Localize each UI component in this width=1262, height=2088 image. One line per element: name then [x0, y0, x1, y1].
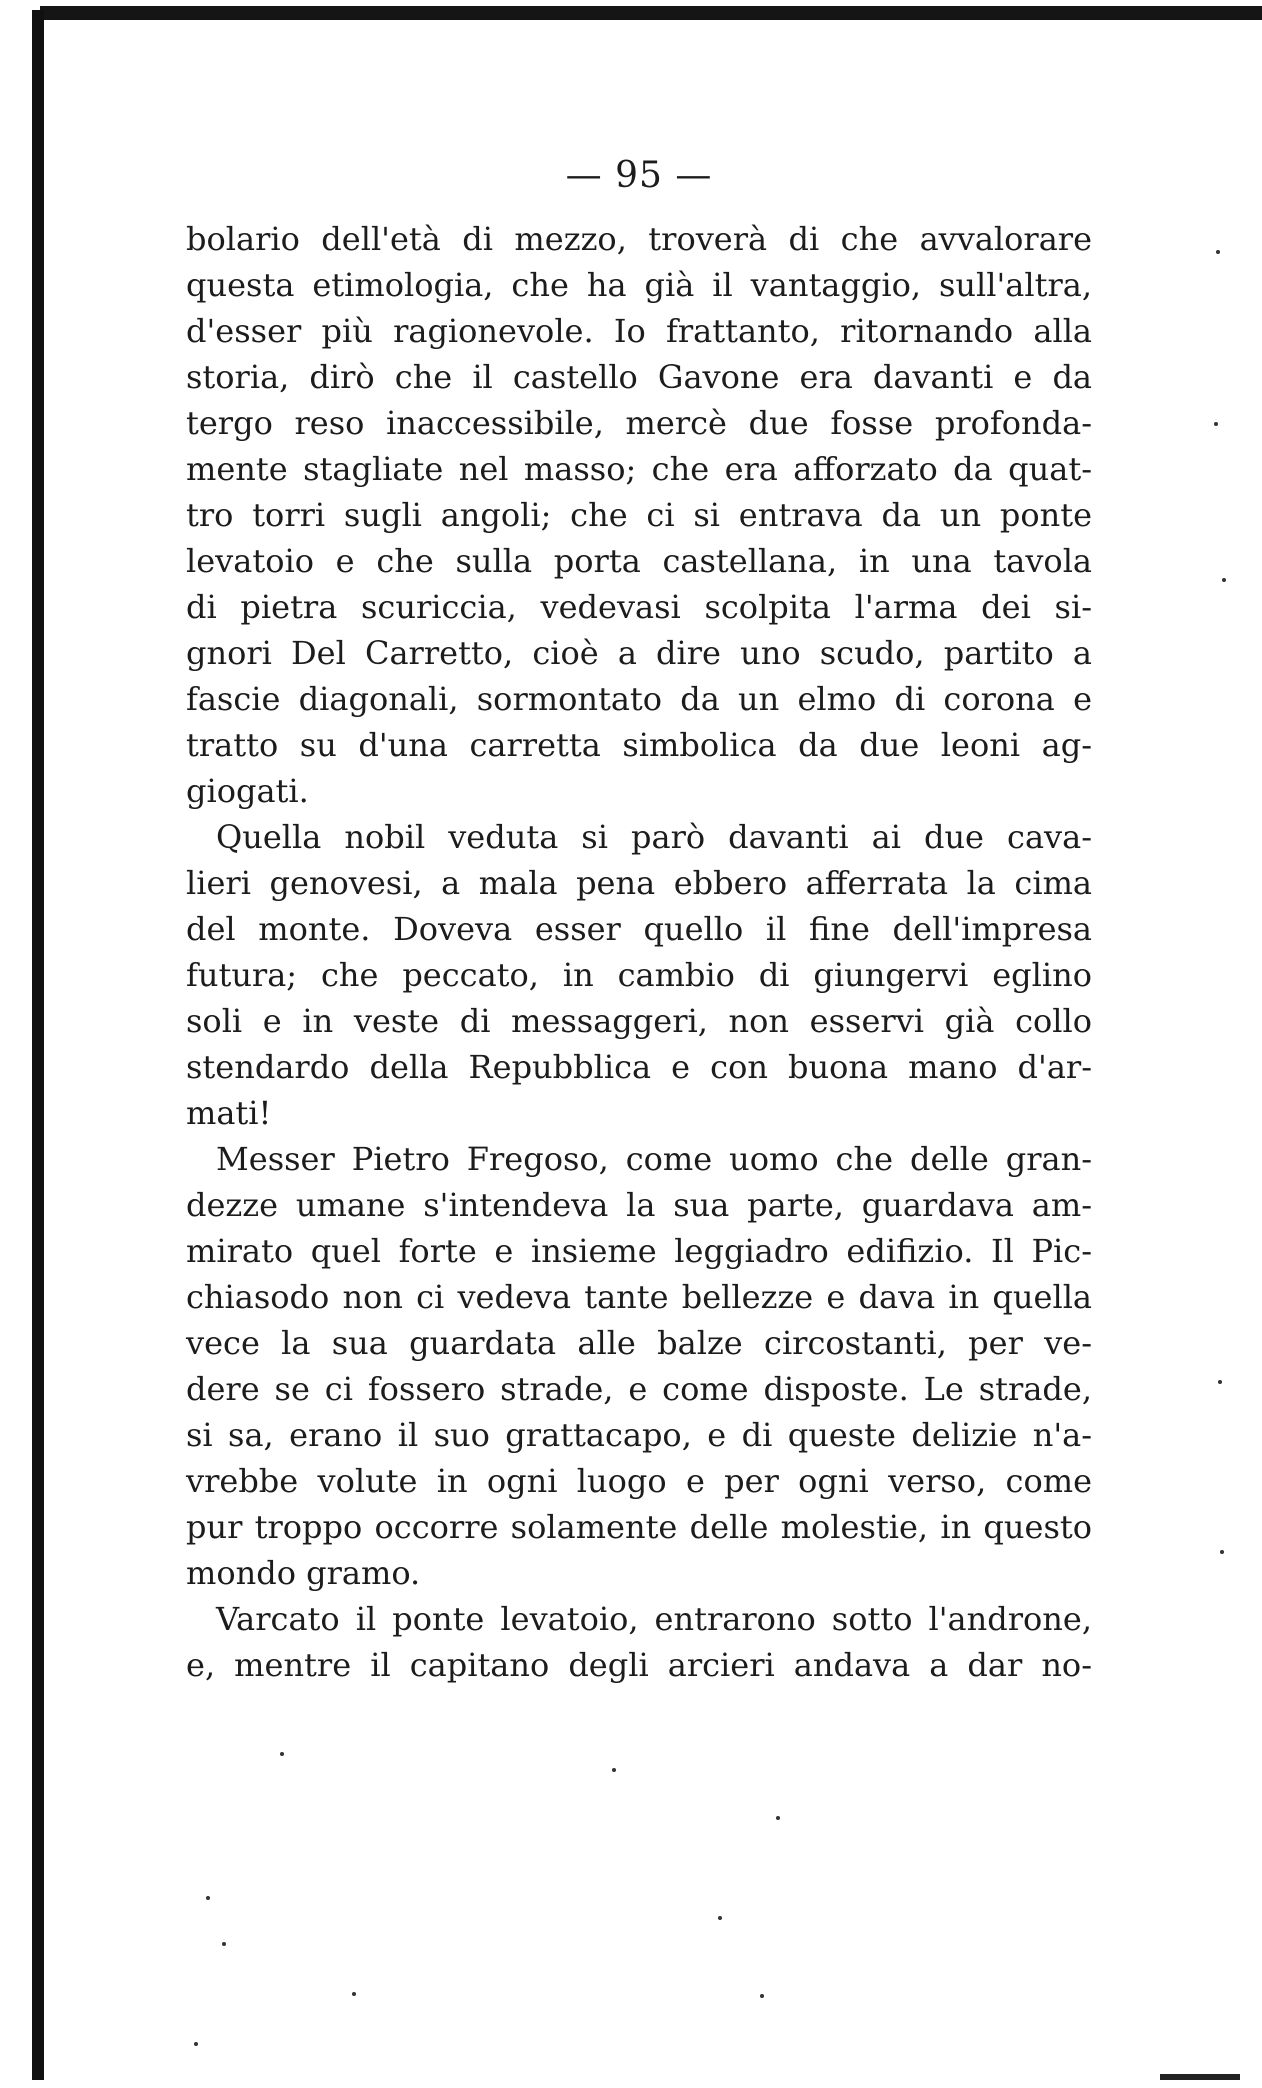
book-page [186, 150, 1092, 1688]
text-line: mente stagliate nel masso; che era afforzato da quat- [186, 450, 1092, 488]
text-line: dere se ci fossero strade, e come disposte. Le strade, [186, 1370, 1092, 1408]
text-line: Quella nobil veduta si parò davanti ai due cava- [216, 818, 1092, 856]
text-line: storia, dirò che il castello Gavone era davanti e da [186, 358, 1092, 396]
scan-speck [1222, 578, 1226, 582]
page-number: — 95 — [565, 155, 713, 196]
text-line: tro torri sugli angoli; che ci si entrava da un ponte [186, 496, 1092, 534]
text-line: tratto su d'una carretta simbolica da due leoni ag- [186, 726, 1092, 764]
text-line: lieri genovesi, a mala pena ebbero afferrata la cima [186, 864, 1092, 902]
scan-speck [760, 1994, 764, 1998]
text-line: si sa, erano il suo grattacapo, e di queste delizie n'a- [186, 1416, 1092, 1454]
text-line: vrebbe volute in ogni luogo e per ogni verso, come [186, 1462, 1092, 1500]
scan-top-border [0, 0, 1262, 26]
text-line: levatoio e che sulla porta castellana, in una tavola [186, 542, 1092, 580]
scan-speck [776, 1816, 780, 1820]
scan-speck [1220, 1550, 1224, 1554]
scan-speck [612, 1768, 616, 1772]
scan-speck [222, 1942, 226, 1946]
text-line: fascie diagonali, sormontato da un elmo di corona e [186, 680, 1092, 718]
text-line: dezze umane s'intendeva la sua parte, guardava am- [186, 1186, 1092, 1224]
text-line: d'esser più ragionevole. Io frattanto, ritornando alla [186, 312, 1092, 350]
text-line: bolario dell'età di mezzo, troverà di che avvalorare [186, 220, 1092, 258]
text-line: mati! [186, 1094, 272, 1132]
text-line: giogati. [186, 772, 309, 810]
text-line: gnori Del Carretto, cioè a dire uno scudo, partito a [186, 634, 1092, 672]
text-line: Messer Pietro Fregoso, come uomo che delle gran- [216, 1140, 1092, 1178]
text-line: mondo gramo. [186, 1554, 421, 1592]
text-line: stendardo della Repubblica e con buona mano d'ar- [186, 1048, 1092, 1086]
text-line: vece la sua guardata alle balze circostanti, per ve- [186, 1324, 1092, 1362]
page-body-text [186, 216, 1092, 1688]
scan-speck [1214, 422, 1218, 426]
text-line: soli e in veste di messaggeri, non esservi già collo [186, 1002, 1092, 1040]
scan-speck [194, 2042, 198, 2046]
text-line: di pietra scuriccia, vedevasi scolpita l'arma dei si- [186, 588, 1092, 626]
text-line: pur troppo occorre solamente delle molestie, in questo [186, 1508, 1092, 1546]
scan-speck [718, 1916, 722, 1920]
text-line: questa etimologia, che ha già il vantaggio, sull'altra, [186, 266, 1092, 304]
text-line: del monte. Doveva esser quello il fine dell'impresa [186, 910, 1092, 948]
scan-speck [352, 1992, 356, 1996]
text-line: futura; che peccato, in cambio di giungervi eglino [186, 956, 1092, 994]
text-line: chiasodo non ci vedeva tante bellezze e dava in quella [186, 1278, 1092, 1316]
scan-speck [280, 1752, 284, 1756]
text-line: tergo reso inaccessibile, mercè due fosse profonda- [186, 404, 1092, 442]
scan-speck [1216, 250, 1220, 254]
scan-speck [206, 1896, 210, 1900]
scan-speck [1218, 1380, 1222, 1384]
text-line: mirato quel forte e insieme leggiadro edifizio. Il Pic- [186, 1232, 1092, 1270]
text-line: e, mentre il capitano degli arcieri andava a dar no- [186, 1646, 1092, 1684]
text-line: Varcato il ponte levatoio, entrarono sotto l'androne, [216, 1600, 1092, 1638]
scan-corner-mark [1160, 2074, 1240, 2080]
scan-left-border [32, 10, 44, 2080]
